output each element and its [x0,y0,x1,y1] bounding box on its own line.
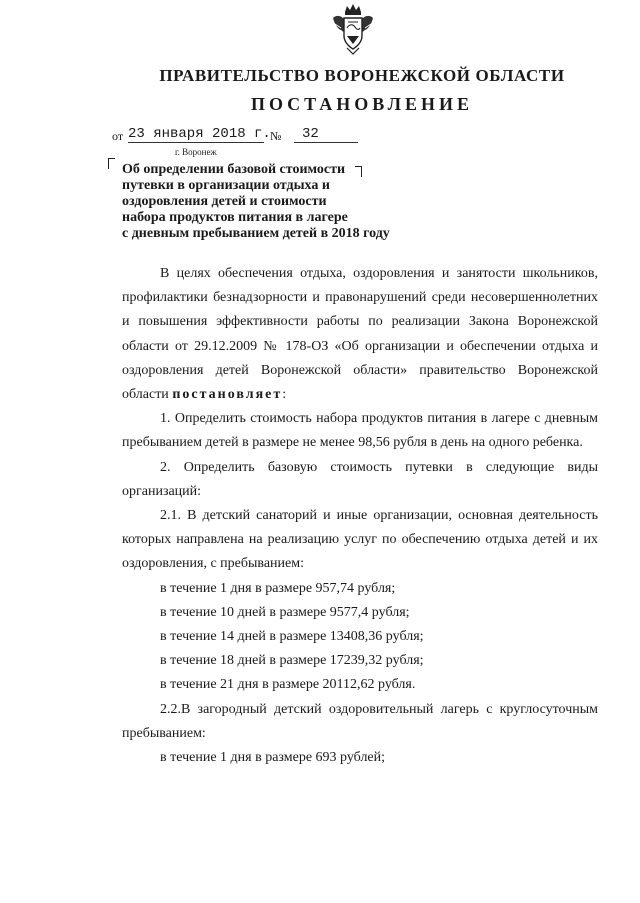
preamble-line: области от 29.12.2009 № 178-ОЗ «Об организации и обеспечении отдыха и [122,338,598,354]
list-item: в течение 21 дня в размере 20112,62 рубля. [160,677,416,693]
paragraph-2: 2. Определить базовую стоимость путевки в следующие виды организаций: [122,459,598,499]
list-item: в течение 1 дня в размере 693 рублей; [160,750,386,766]
subject-line: оздоровления детей и стоимости [122,194,327,209]
resolve-colon: : [282,387,287,403]
list-item: в течение 10 дней в размере 9577,4 рубля; [160,604,410,620]
resolve-line [122,383,598,407]
paragraph-1: 1. Определить стоимость набора продуктов питания в лагере с дневным пребыванием детей в размере не менее 98,56 рубля в день на одного ребенка. [122,411,598,451]
number-label: № [270,129,282,143]
date-number-line [112,126,372,144]
document-subject [122,162,412,242]
preamble-line: В целях обеспечения отдыха, оздоровления и занятости школьников, [160,266,598,281]
list-item: в течение 1 дня в размере 957,74 рубля; [160,580,396,596]
preamble-line: и повышения эффективности работы по реализации Закона Воронежской [122,314,598,330]
subject-line: с дневным пребыванием детей в 2018 году [122,226,390,241]
coat-of-arms-icon [331,2,375,56]
government-title: ПРАВИТЕЛЬСТВО ВОРОНЕЖСКОЙ ОБЛАСТИ [159,66,565,85]
preamble-last-word: области [122,387,169,403]
document-type: ПОСТАНОВЛЕНИЕ [250,94,474,114]
city-label: г. Воронеж [175,147,217,157]
document-date: 23 января 2018 г. [128,126,271,142]
date-prefix: от [112,129,124,143]
subject-line: Об определении базовой стоимости [122,162,346,177]
bracket-top-left [108,158,115,169]
preamble-line: оздоровления детей Воронежской области» правительство Воронежской [122,362,598,378]
list-item: в течение 14 дней в размере 13408,36 рубля; [160,629,424,645]
subject-line: путевки в организации отдыха и [122,178,330,193]
preamble-line: профилактики безнадзорности и правонарушений среди несовершеннолетних [122,290,598,306]
subject-line: набора продуктов питания в лагере [122,210,348,225]
paragraph-2-2: 2.2.В загородный детский оздоровительный лагерь с круглосуточным пребыванием: [122,701,598,741]
paragraph-2-1: 2.1. В детский санаторий и иные организации, основная деятельность которых направлена на реализацию услуг по обеспечению отдыха детей и их оздоровления, с пребыванием: [122,508,598,572]
document-body [122,262,598,770]
list-item: в течение 18 дней в размере 17239,32 рубля; [160,653,424,669]
resolve-word: постановляет [172,387,283,403]
document-number: 32 [294,126,358,143]
